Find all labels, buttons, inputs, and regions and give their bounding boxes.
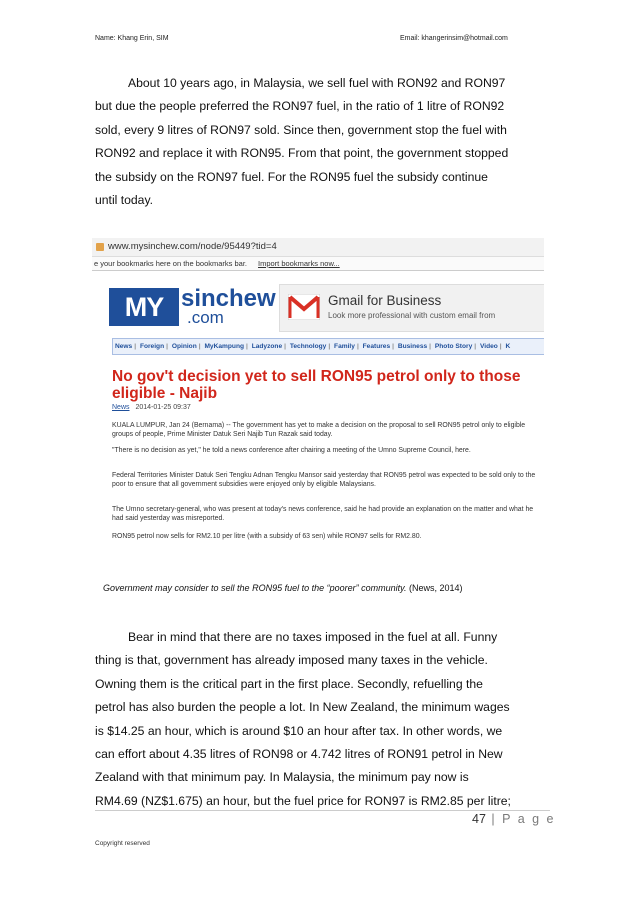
gmail-envelope-icon [288, 294, 320, 320]
nav-item: Opinion [171, 343, 197, 350]
article-paragraph: The Umno secretary-general, who was present at today's news conference, said he had provide an explanation on the matter and what he had said yesterday was misreported. [112, 506, 534, 522]
nav-item: Business [397, 343, 428, 350]
p1-line: About 10 years ago, in Malaysia, we sell fuel with RON92 and RON97 [128, 76, 506, 90]
nav-item: Family [334, 343, 355, 350]
page-number-value: 47 [472, 812, 486, 826]
mysinchew-logo [109, 285, 279, 330]
logo-com: .com [187, 308, 224, 327]
p1-line: sold, every 9 litres of RON97 sold. Since then, government stop the fuel with [95, 122, 507, 137]
copyright: Copyright reserved [95, 840, 150, 847]
caption-text: Government may consider to sell the RON95 fuel to the “poorer” community. [103, 583, 407, 593]
article-paragraph: KUALA LUMPUR, Jan 24 (Bernama) -- The government has yet to make a decision on the proposal to sell RON95 petrol only to eligible groups of people, Prime Minister Datuk Seri Najib Tun Razak said today. [112, 422, 526, 438]
nav-item: Ladyzone [251, 343, 283, 350]
article-paragraph: RON95 petrol now sells for RM2.10 per litre (with a subsidy of 63 sen) while RON97 sells for RM2.80. [112, 533, 422, 540]
article-meta [112, 404, 191, 411]
headline-line: eligible - Najib [112, 385, 218, 402]
p1-line: until today. [95, 193, 154, 208]
site-favicon-icon [96, 243, 104, 251]
url-text: www.mysinchew.com/node/95449?tid=4 [108, 241, 277, 252]
headline-line: No gov't decision yet to sell RON95 petrol only to those [112, 368, 521, 385]
nav-item: Technology [289, 343, 327, 350]
logo-my: MY [109, 288, 179, 326]
paragraph-2 [95, 626, 550, 813]
page-number [472, 812, 556, 826]
article-headline [112, 368, 542, 402]
page-separator: | [491, 812, 497, 826]
header-name: Name: Khang Erin, SIM [95, 35, 169, 42]
p2-line: RM4.69 (NZ$1.675) an hour, but the fuel price for RON97 is RM2.85 per litre; [95, 793, 511, 808]
p2-line: is $14.25 an hour, which is around $10 an hour after tax. In other words, we [95, 723, 503, 738]
p1-line: but due the people preferred the RON97 fuel, in the ratio of 1 litre of RON92 [95, 99, 505, 114]
article-date: 2014-01-25 09:37 [135, 404, 191, 411]
p2-line: Zealand with that minimum pay. In Malaysia, the minimum pay now is [95, 770, 469, 785]
nav-item: News [115, 343, 133, 350]
nav-item: Video [479, 343, 498, 350]
logo-sinchew: sinchew [181, 285, 276, 312]
nav-item: Foreign [139, 343, 165, 350]
ad-subtitle: Look more professional with custom email from [328, 311, 496, 320]
article-paragraph: "There is no decision as yet," he told a news conference after chairing a meeting of the Umno Supreme Council, here. [112, 447, 471, 454]
article-paragraph: Federal Territories Minister Datuk Seri Tengku Adnan Tengku Mansor said yesterday that RON95 petrol was expected to be sold only to the poor to ensure that all government subsidies were enjoyed only by eligible Malaysians. [112, 472, 536, 488]
nav-item: K [505, 343, 511, 350]
gmail-ad-banner [279, 284, 544, 332]
nav-item: Photo Story [434, 343, 473, 350]
p1-line: RON92 and replace it with RON95. From that point, the government stopped [95, 146, 509, 161]
import-bookmarks-link: Import bookmarks now... [258, 259, 340, 268]
bookmarks-bar [92, 257, 544, 271]
p2-line: Owning them is the critical part in the first place. Secondly, refuelling the [95, 676, 483, 691]
browser-url-bar [92, 238, 544, 257]
news-screenshot [92, 238, 544, 568]
p2-line: petrol has also burden the people a lot. In New Zealand, the minimum wages [95, 700, 510, 715]
footer-rule [95, 810, 550, 811]
p2-line: Bear in mind that there are no taxes imposed in the fuel at all. Funny [128, 630, 498, 644]
p2-line: can effort about 4.35 litres of RON98 or 4.742 litres of RON91 petrol in New [95, 747, 503, 762]
p1-line: the subsidy on the RON97 fuel. For the RON95 fuel the subsidy continue [95, 169, 488, 184]
nav-item: MyKampung [204, 343, 244, 350]
ad-title: Gmail for Business [328, 293, 442, 308]
p2-line: thing is that, government has already imposed many taxes in the vehicle. [95, 653, 488, 668]
bookmarks-bar-text: e your bookmarks here on the bookmarks bar. [94, 259, 247, 268]
nav-item: Features [362, 343, 391, 350]
figure-caption [103, 583, 463, 593]
paragraph-1 [95, 72, 550, 212]
caption-citation: (News, 2014) [408, 583, 463, 593]
page-label: P a g e [502, 812, 556, 826]
header-email: Email: khangerinsim@hotmail.com [400, 35, 508, 42]
site-nav-bar: News | Foreign | Opinion | MyKampung | Ladyzone | Technology | Family | Features | Business | Photo Story | Video | K [112, 338, 544, 355]
article-category: News [112, 404, 130, 411]
